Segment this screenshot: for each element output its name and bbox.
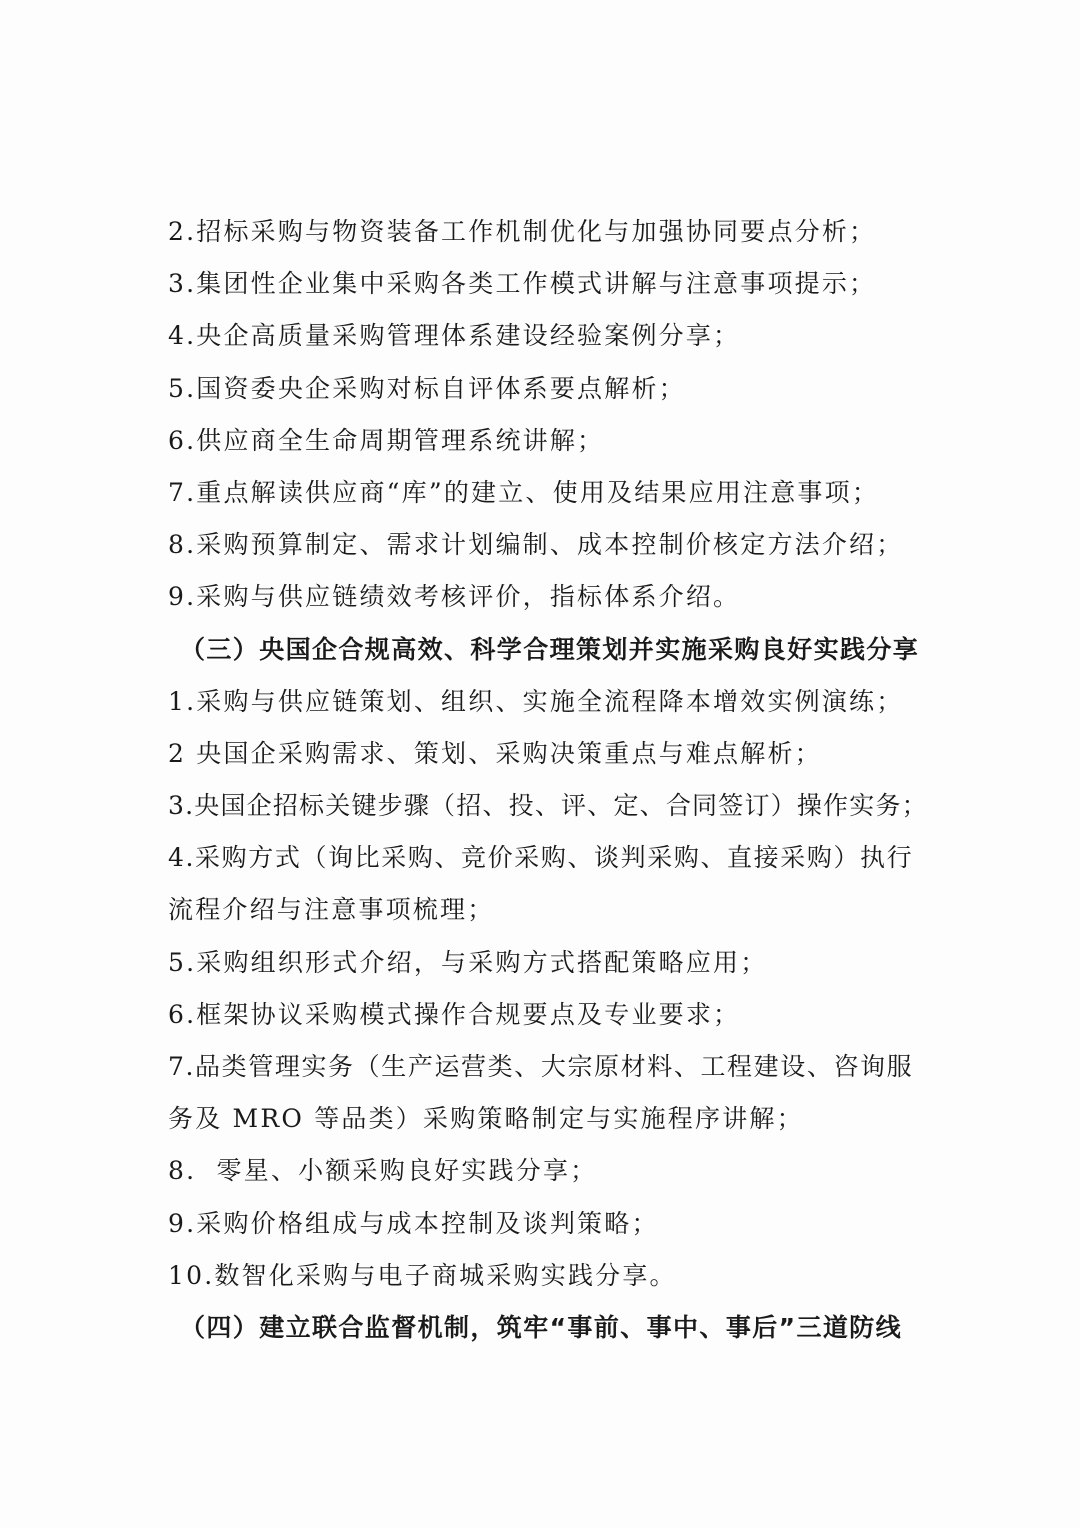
list-item-5: 5.采购组织形式介绍，与采购方式搭配策略应用；: [168, 947, 768, 977]
list-item-9: 9.采购价格组成与成本控制及谈判策略；: [168, 1208, 659, 1238]
list-item-10: 10.数智化采购与电子商城采购实践分享。: [168, 1260, 677, 1290]
list-item-1: 1.采购与供应链策划、组织、实施全流程降本增效实例演练；: [168, 686, 904, 716]
list-item-6: 6.框架协议采购模式操作合规要点及专业要求；: [168, 999, 741, 1029]
list-item-4: 4.央企高质量采购管理体系建设经验案例分享；: [168, 321, 741, 351]
list-item-4: 4.采购方式（询比采购、竞价采购、谈判采购、直接采购）执行: [168, 843, 914, 873]
list-item-2: 2 央国企采购需求、策划、采购决策重点与难点解析；: [168, 738, 822, 768]
list-item-8: 8.采购预算制定、需求计划编制、成本控制价核定方法介绍；: [168, 530, 904, 560]
list-item-4-continuation: 流程介绍与注意事项梳理；: [168, 895, 495, 925]
section-heading-3: （三）央国企合规高效、科学合理策划并实施采购良好实践分享: [180, 634, 920, 664]
document-body: [168, 206, 948, 1354]
list-item-7-continuation: 务及 MRO 等品类）采购策略制定与实施程序讲解；: [168, 1104, 804, 1134]
section-heading-4: （四）建立联合监督机制，筑牢“事前、事中、事后”三道防线: [180, 1312, 903, 1342]
list-item-8: 8. 零星、小额采购良好实践分享；: [168, 1156, 598, 1186]
list-item-2: 2.招标采购与物资装备工作机制优化与加强协同要点分析；: [168, 217, 877, 246]
list-item-5: 5.国资委央企采购对标自评体系要点解析；: [168, 373, 686, 403]
list-item-3: 3.集团性企业集中采购各类工作模式讲解与注意事项提示；: [168, 269, 877, 299]
list-item-9: 9.采购与供应链绩效考核评价，指标体系介绍。: [168, 582, 741, 612]
list-item-7: 7.重点解读供应商“库”的建立、使用及结果应用注意事项；: [168, 477, 880, 507]
list-item-7: 7.品类管理实务（生产运营类、大宗原材料、工程建设、咨询服: [168, 1052, 914, 1081]
list-item-6: 6.供应商全生命周期管理系统讲解；: [168, 425, 605, 455]
list-item-3: 3.央国企招标关键步骤（招、投、评、定、合同签订）操作实务；: [168, 791, 928, 821]
